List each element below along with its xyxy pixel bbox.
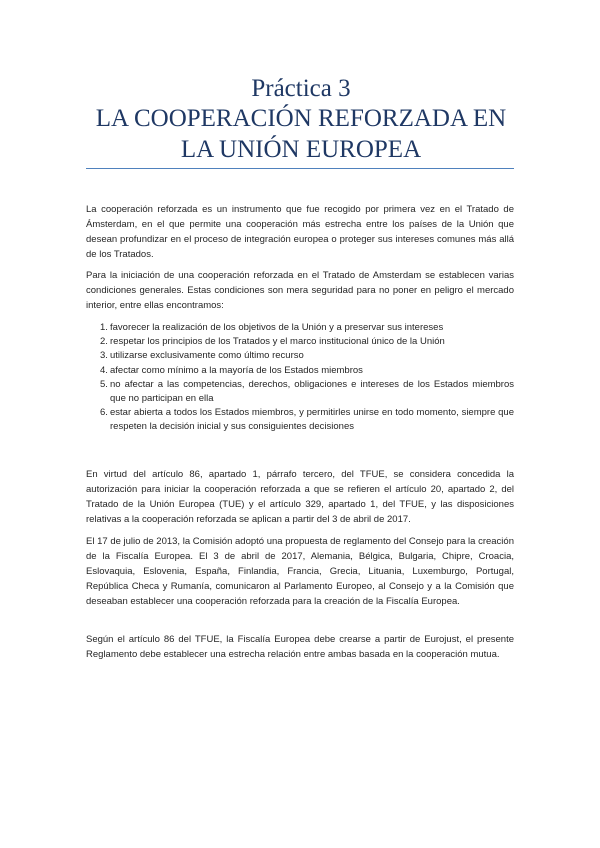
list-item-number: 1.	[100, 322, 108, 333]
list-item-number: 3.	[100, 350, 108, 362]
conditions-list	[86, 321, 514, 435]
list-item	[86, 406, 514, 434]
list-item-text: no afectar a las competencias, derechos, obligaciones e intereses de los Estados miembros que no participan en ella	[110, 378, 514, 405]
list-item	[86, 364, 514, 378]
title-practice-number: Práctica 3	[251, 75, 351, 102]
list-item-text: afectar como mínimo a la mayoría de los Estados miembros	[110, 364, 363, 376]
paragraph-eurojust: Según el artículo 86 del TFUE, la Fiscalía Europea debe crearse a partir de Eurojust, el presente Reglamento debe establecer una estrecha relación entre ambas basada en la cooperación mutua.	[86, 634, 514, 660]
list-item-text: utilizarse exclusivamente como último recurso	[110, 350, 304, 362]
list-item	[86, 335, 514, 349]
list-item-number: 2.	[100, 336, 108, 348]
list-item	[86, 349, 514, 363]
list-item	[86, 378, 514, 406]
list-item-number: 6.	[100, 407, 108, 419]
paragraph-conditions-intro: Para la iniciación de una cooperación reforzada en el Tratado de Amsterdam se establecen varias condiciones generales. Estas condiciones son mera seguridad para no poner en peligro el mercado interior, entre ellas encontramos:	[86, 270, 514, 311]
list-item-text: estar abierta a todos los Estados miembros, y permitirles unirse en todo momento, siempre que respeten la decisión inicial y sus consiguientes decisiones	[110, 407, 514, 433]
list-item-number: 4.	[100, 364, 108, 376]
title-divider	[86, 168, 514, 169]
list-item	[86, 321, 514, 335]
list-item-text: favorecer la realización de los objetivos de la Unión y a preservar sus intereses	[110, 322, 444, 333]
paragraph-introduction: La cooperación reforzada es un instrumento que fue recogido por primera vez en el Tratado de Ámsterdam, en el que permite una cooperación más estrecha entre los países de la Unión que desean profundizar en el proceso de integración europea o proteger sus intereses comunes más allá de los Tratados.	[86, 204, 514, 260]
paragraph-article-86: En virtud del artículo 86, apartado 1, párrafo tercero, del TFUE, se considera concedida la autorización para iniciar la cooperación reforzada a que se refieren el artículo 20, apartado 2, del Tratado de la Unión Europea (TUE) y el artículo 329, apartado 1, del TFUE, y las disposiciones relativas a la cooperación reforzada se aplican a partir del 3 de abril de 2017.	[86, 469, 514, 525]
paragraph-fiscalia-proposal: El 17 de julio de 2013, la Comisión adoptó una propuesta de reglamento del Consejo para la creación de la Fiscalía Europea. El 3 de abril de 2017, Alemania, Bélgica, Bulgaria, Chipre, Croacia, Eslovaquia, Eslovenia, España, Finlandia, Francia, Grecia, Lituania, Luxemburgo, Portugal, República Checa y Rumanía, comunicaron al Parlamento Europeo, al Consejo y a la Comisión que deseaban establecer una cooperación reforzada para la creación de la Fiscalía Europea.	[86, 536, 514, 607]
page-title	[86, 74, 516, 165]
list-item-text: respetar los principios de los Tratados y el marco institucional único de la Unión	[110, 336, 445, 348]
list-item-number: 5.	[100, 378, 108, 390]
title-heading: LA COOPERACIÓN REFORZADA EN LA UNIÓN EUROPEA	[95, 105, 507, 163]
